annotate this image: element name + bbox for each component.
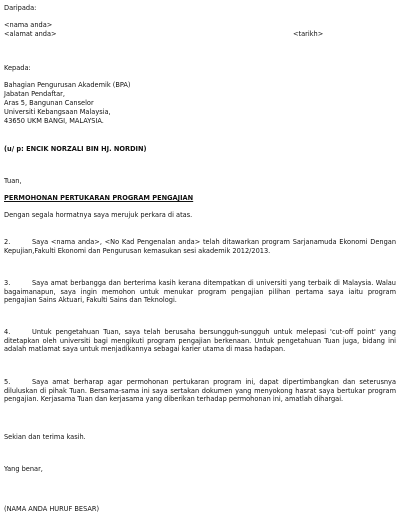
paragraph-2 <box>4 238 396 255</box>
recipient-line: 43650 UKM BANGI, MALAYSIA. <box>4 117 104 125</box>
closing-line: Sekian dan terima kasih. <box>4 433 86 441</box>
recipient-heading: Kepada: <box>4 64 31 72</box>
paragraph-5 <box>4 378 396 404</box>
date-placeholder: <tarikh> <box>293 30 324 38</box>
paragraph-number: 2. <box>4 238 11 246</box>
sender-address: <alamat anda> <box>4 30 57 38</box>
recipient-line: Universiti Kebangsaan Malaysia, <box>4 108 111 116</box>
paragraph-text: Saya amat berbangga dan berterima kasih kerana ditempatkan di universiti yang terbaik di Malaysia. Walau bagaimanapun, saya ingin memohon untuk menukar program pengajian pilihan pertama saya iaitu program pengajian Sains Aktuari, Fakulti Sains dan Teknologi. <box>4 279 396 304</box>
sender-heading: Daripada: <box>4 4 37 12</box>
paragraph-3 <box>4 279 396 305</box>
paragraph-4 <box>4 328 396 354</box>
subject-line: PERMOHONAN PERTUKARAN PROGRAM PENGAJIAN <box>4 194 194 202</box>
paragraph-number: 5. <box>4 378 11 386</box>
recipient-line: Bahagian Pengurusan Akademik (BPA) <box>4 81 131 89</box>
paragraph-text: Untuk pengetahuan Tuan, saya telah berusaha bersungguh-sungguh untuk melepasi 'cut-off point' yang ditetapkan oleh universiti bagi mengikuti program pengajian berkenaan. Untuk pengetahuan Tuan juga, bidang ini adalah matlamat saya untuk menjadikannya sebagai karier utama di masa hadapan. <box>4 328 396 353</box>
signature-name: (NAMA ANDA HURUF BESAR) <box>4 505 100 513</box>
sender-name: <nama anda> <box>4 21 53 29</box>
paragraph-text: Saya <nama anda>, <No Kad Pengenalan anda> telah ditawarkan program Sarjanamuda Ekonomi Dengan Kepujian,Fakulti Ekonomi dan Pengurusan kemasukan sesi akademik 2012/2013. <box>4 238 396 255</box>
paragraph-text: Saya amat berharap agar permohonan pertukaran program ini, dapat dipertimbangkan dan seterusnya diluluskan di pihak Tuan. Bersama-sama ini saya sertakan dokumen yang menyokong hasrat saya bertukar program pengajian. Kerjasama Tuan dan kerjasama yang diberikan terhadap permohonan ini, amatlah dihargai. <box>4 378 396 403</box>
sign-off: Yang benar, <box>4 465 43 473</box>
paragraph-number: 3. <box>4 279 11 287</box>
recipient-line: Aras 5, Bangunan Canselor <box>4 99 94 107</box>
salutation: Tuan, <box>4 177 22 185</box>
recipient-line: Jabatan Pendaftar, <box>4 90 65 98</box>
opening-line: Dengan segala hormatnya saya merujuk perkara di atas. <box>4 211 193 219</box>
paragraph-number: 4. <box>4 328 11 336</box>
attention-line: (u/ p: ENCIK NORZALI BIN HJ. NORDIN) <box>4 145 147 153</box>
